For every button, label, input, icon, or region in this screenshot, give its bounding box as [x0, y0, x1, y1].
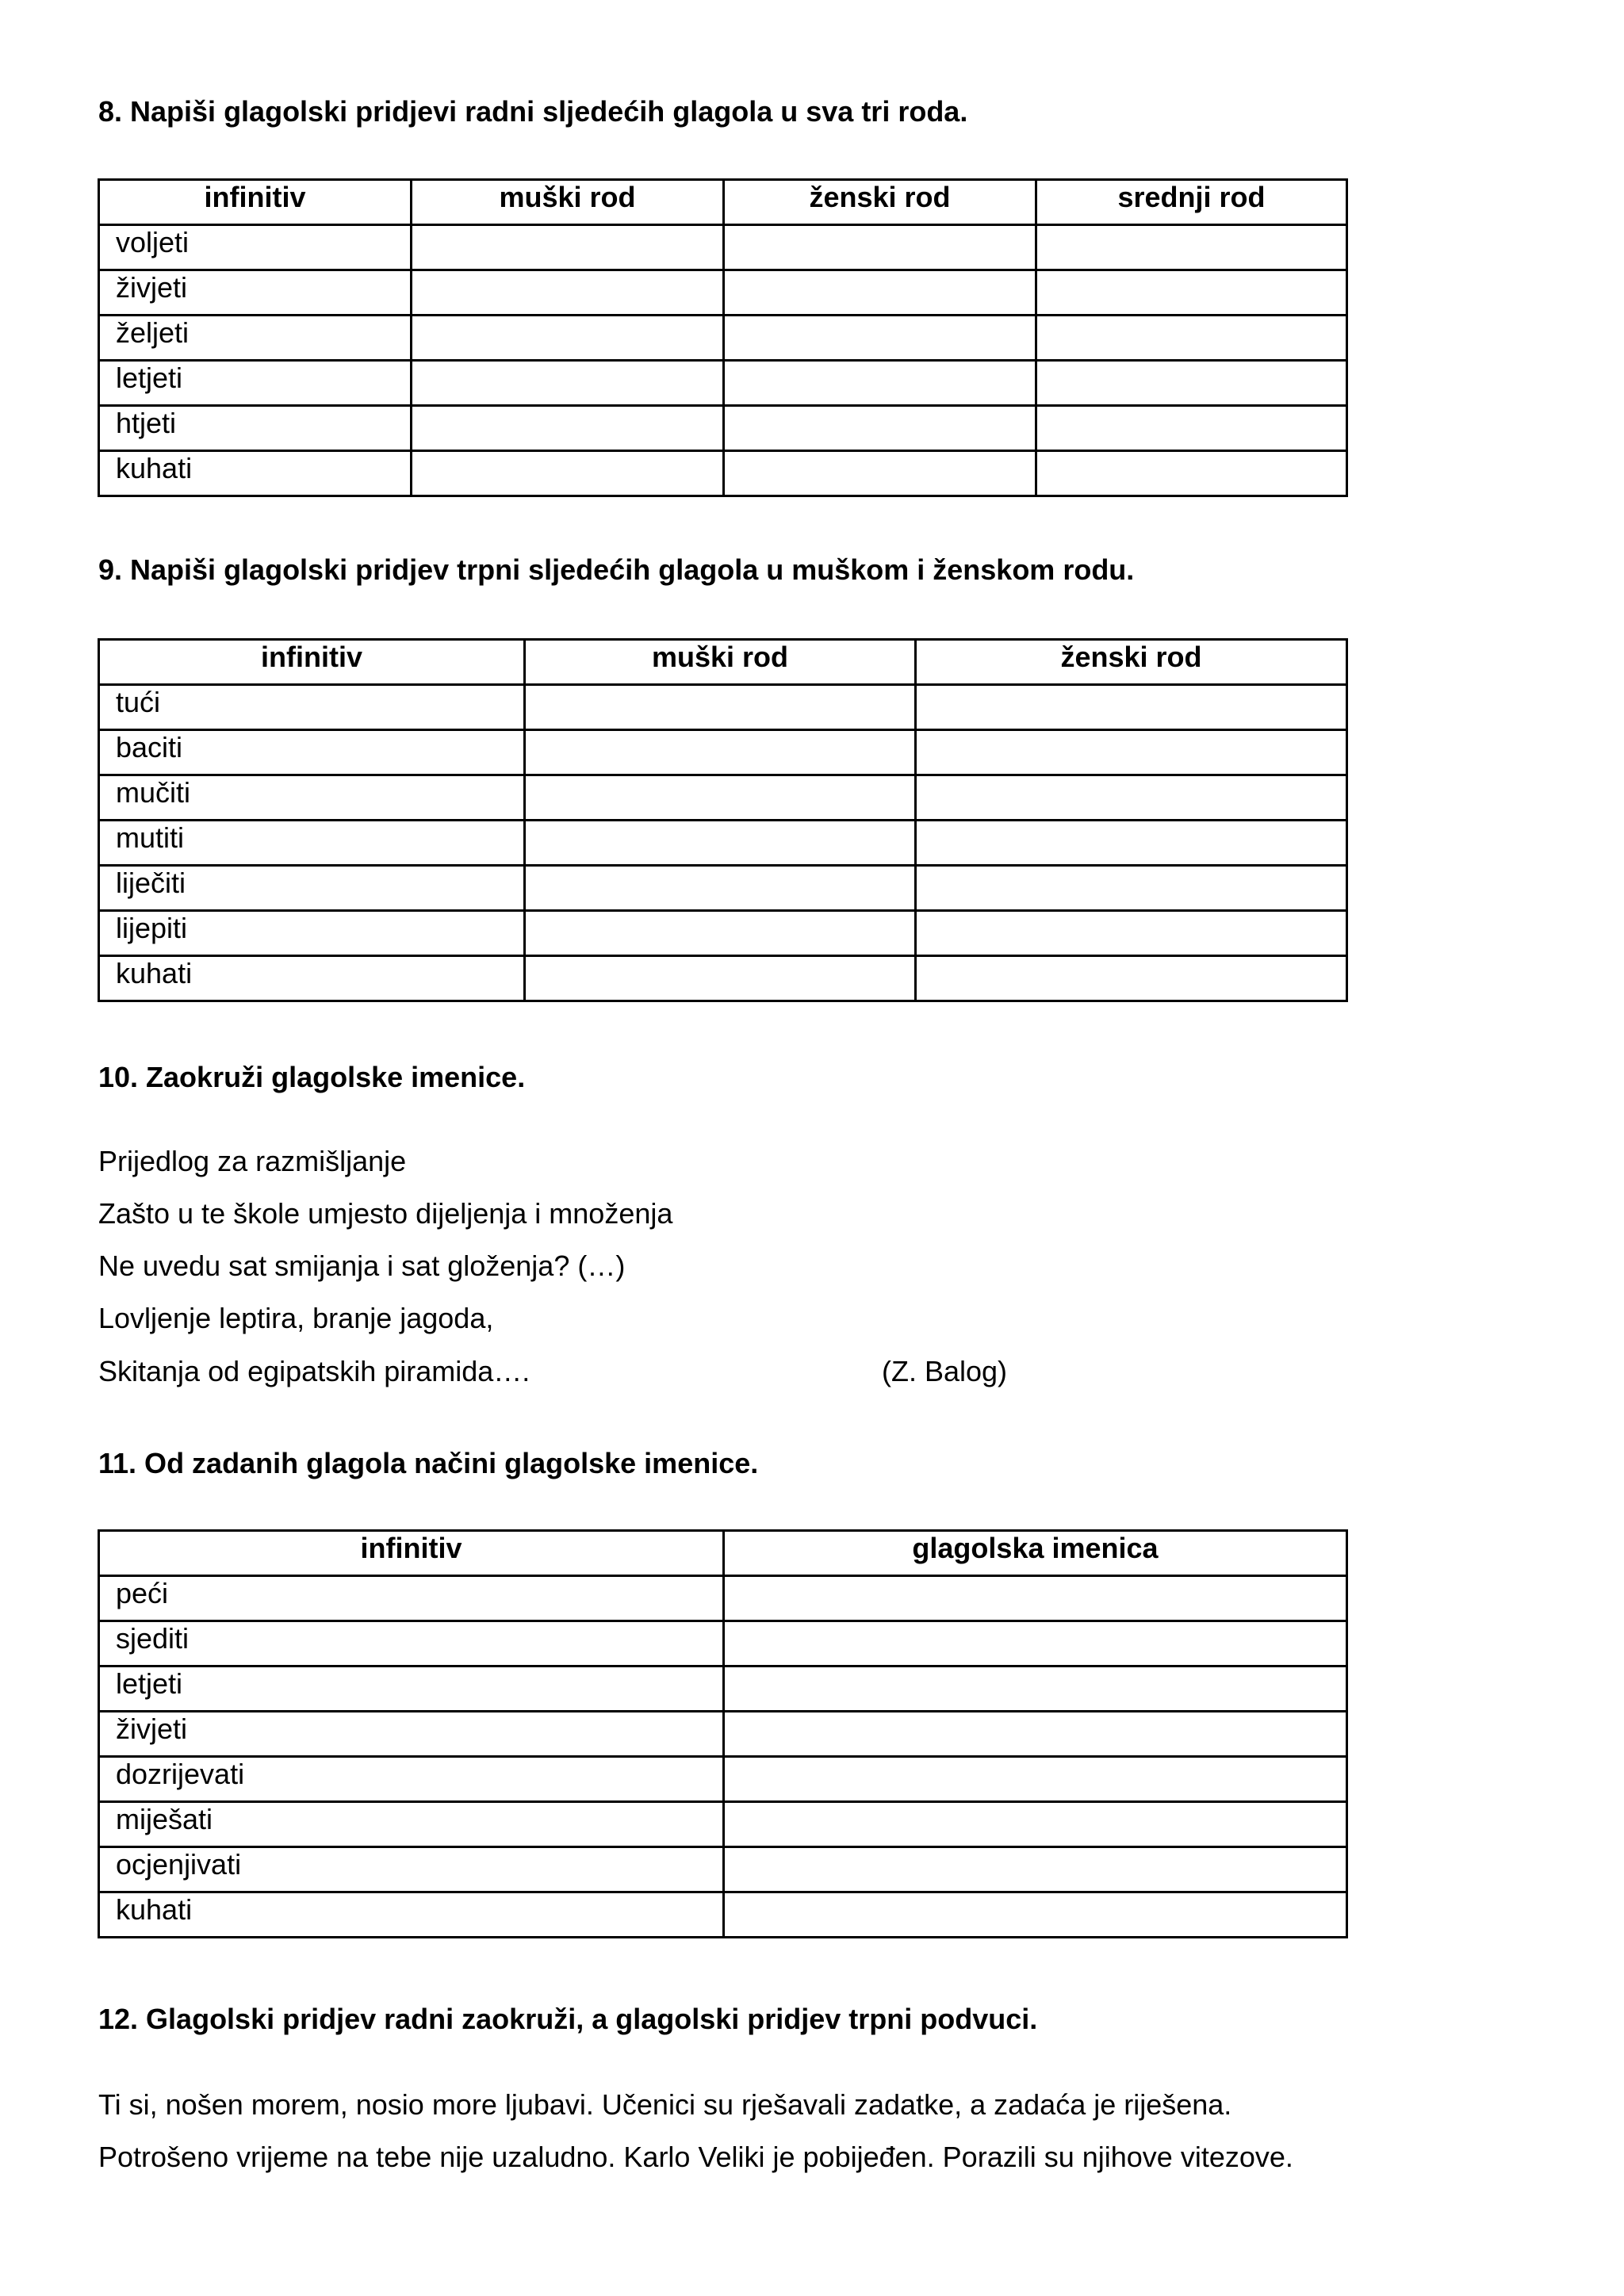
answer-cell[interactable] [916, 730, 1347, 775]
infinitive-cell: živjeti [99, 1712, 724, 1757]
answer-cell[interactable] [412, 270, 724, 316]
column-header: muški rod [525, 640, 916, 685]
answer-cell[interactable] [724, 406, 1036, 451]
infinitive-cell: željeti [99, 316, 412, 361]
infinitive-cell: kuhati [99, 956, 525, 1001]
task12-heading: 12. Glagolski pridjev radni zaokruži, a glagolski pridjev trpni podvuci. [98, 2003, 1038, 2035]
task9-heading: 9. Napiši glagolski pridjev trpni sljedećih glagola u muškom i ženskom rodu. [98, 553, 1135, 586]
answer-cell[interactable] [724, 1802, 1347, 1847]
table-row [99, 685, 1347, 730]
infinitive-cell: sjediti [99, 1621, 724, 1667]
answer-cell[interactable] [525, 911, 916, 956]
answer-cell[interactable] [525, 821, 916, 866]
poem-line: Zašto u te škole umjesto dijeljenja i množenja [98, 1197, 673, 1230]
answer-cell[interactable] [916, 866, 1347, 911]
answer-cell[interactable] [525, 730, 916, 775]
poem-line: Prijedlog za razmišljanje [98, 1145, 407, 1177]
answer-cell[interactable] [724, 1847, 1347, 1892]
task12-text-line: Ti si, nošen morem, nosio more ljubavi. Učenici su rješavali zadatke, a zadaća je riješena. [98, 2088, 1232, 2121]
infinitive-cell: letjeti [99, 1667, 724, 1712]
table-row [99, 775, 1347, 821]
infinitive-cell: letjeti [99, 361, 412, 406]
table-row [99, 361, 1347, 406]
table-row [99, 1712, 1347, 1757]
answer-cell[interactable] [916, 685, 1347, 730]
infinitive-cell: živjeti [99, 270, 412, 316]
table-row [99, 1892, 1347, 1938]
task11-table [98, 1529, 1348, 1938]
answer-cell[interactable] [1036, 270, 1347, 316]
infinitive-cell: ocjenjivati [99, 1847, 724, 1892]
poem-line: Ne uvedu sat smijanja i sat gloženja? (…) [98, 1249, 626, 1282]
answer-cell[interactable] [724, 1621, 1347, 1667]
table-row [99, 866, 1347, 911]
table-row [99, 451, 1347, 496]
column-header: srednji rod [1036, 180, 1347, 225]
table-row [99, 225, 1347, 270]
answer-cell[interactable] [916, 911, 1347, 956]
answer-cell[interactable] [412, 225, 724, 270]
task8-header-row [99, 180, 1347, 225]
table-row [99, 821, 1347, 866]
answer-cell[interactable] [1036, 361, 1347, 406]
poem-attribution: (Z. Balog) [882, 1355, 1008, 1387]
task9-table [98, 638, 1348, 1002]
task8-table [98, 178, 1348, 497]
answer-cell[interactable] [724, 1667, 1347, 1712]
answer-cell[interactable] [724, 1712, 1347, 1757]
table-row [99, 911, 1347, 956]
answer-cell[interactable] [412, 316, 724, 361]
table-row [99, 730, 1347, 775]
column-header: infinitiv [99, 640, 525, 685]
answer-cell[interactable] [525, 956, 916, 1001]
answer-cell[interactable] [724, 361, 1036, 406]
table-row [99, 1621, 1347, 1667]
poem-line: Skitanja od egipatskih piramida…. [98, 1355, 530, 1387]
column-header: ženski rod [916, 640, 1347, 685]
answer-cell[interactable] [724, 270, 1036, 316]
table-row [99, 1576, 1347, 1621]
infinitive-cell: lijepiti [99, 911, 525, 956]
infinitive-cell: mučiti [99, 775, 525, 821]
table-row [99, 270, 1347, 316]
infinitive-cell: voljeti [99, 225, 412, 270]
infinitive-cell: baciti [99, 730, 525, 775]
answer-cell[interactable] [724, 316, 1036, 361]
answer-cell[interactable] [724, 1757, 1347, 1802]
task11-heading: 11. Od zadanih glagola načini glagolske imenice. [98, 1447, 759, 1479]
column-header: glagolska imenica [724, 1531, 1347, 1576]
infinitive-cell: mutiti [99, 821, 525, 866]
column-header: infinitiv [99, 180, 412, 225]
infinitive-cell: tući [99, 685, 525, 730]
answer-cell[interactable] [1036, 225, 1347, 270]
infinitive-cell: liječiti [99, 866, 525, 911]
column-header: infinitiv [99, 1531, 724, 1576]
answer-cell[interactable] [412, 361, 724, 406]
task12-text-line: Potrošeno vrijeme na tebe nije uzaludno. Karlo Veliki je pobijeđen. Porazili su njihove vitezove. [98, 2141, 1293, 2173]
infinitive-cell: peći [99, 1576, 724, 1621]
table-row [99, 1667, 1347, 1712]
infinitive-cell: miješati [99, 1802, 724, 1847]
answer-cell[interactable] [1036, 316, 1347, 361]
column-header: muški rod [412, 180, 724, 225]
table-row [99, 1757, 1347, 1802]
answer-cell[interactable] [724, 225, 1036, 270]
table-row [99, 1847, 1347, 1892]
answer-cell[interactable] [525, 866, 916, 911]
task8-heading: 8. Napiši glagolski pridjevi radni sljedećih glagola u sva tri roda. [98, 95, 968, 128]
answer-cell[interactable] [1036, 406, 1347, 451]
answer-cell[interactable] [412, 451, 724, 496]
answer-cell[interactable] [525, 775, 916, 821]
table-row [99, 956, 1347, 1001]
table-row [99, 406, 1347, 451]
infinitive-cell: kuhati [99, 451, 412, 496]
infinitive-cell: htjeti [99, 406, 412, 451]
table-row [99, 1802, 1347, 1847]
answer-cell[interactable] [916, 821, 1347, 866]
column-header: ženski rod [724, 180, 1036, 225]
answer-cell[interactable] [916, 956, 1347, 1001]
infinitive-cell: dozrijevati [99, 1757, 724, 1802]
answer-cell[interactable] [724, 1576, 1347, 1621]
infinitive-cell: kuhati [99, 1892, 724, 1938]
table-row [99, 316, 1347, 361]
task11-header-row [99, 1531, 1347, 1576]
answer-cell[interactable] [916, 775, 1347, 821]
answer-cell[interactable] [412, 406, 724, 451]
answer-cell[interactable] [724, 451, 1036, 496]
task9-header-row [99, 640, 1347, 685]
answer-cell[interactable] [1036, 451, 1347, 496]
answer-cell[interactable] [525, 685, 916, 730]
task10-heading: 10. Zaokruži glagolske imenice. [98, 1061, 526, 1093]
answer-cell[interactable] [724, 1892, 1347, 1938]
poem-line: Lovljenje leptira, branje jagoda, [98, 1302, 494, 1334]
